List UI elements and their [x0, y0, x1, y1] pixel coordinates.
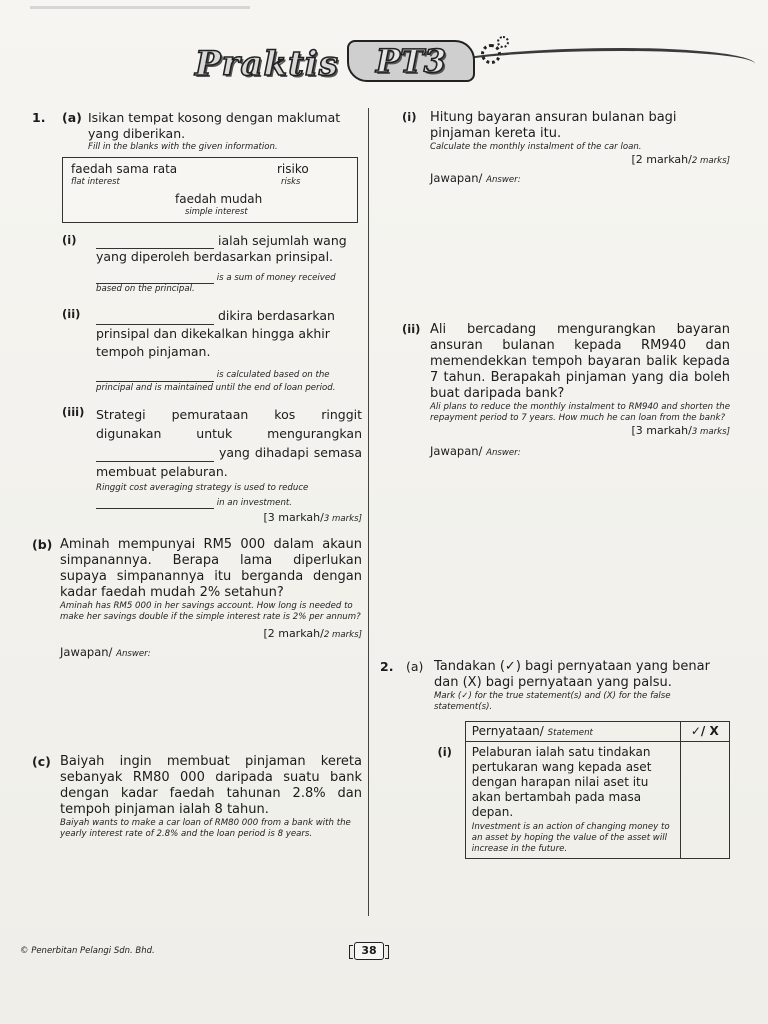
statement-text: Pelaburan ialah satu tindakan pertukaran wang kepada aset dengan harapan nilai aset itu akan bertambah pada masa depan. — [471, 745, 652, 819]
question-2a — [380, 659, 730, 713]
part-label: (i) — [62, 233, 77, 247]
fill-line-en: is a sum of money received based on the principal. — [96, 273, 336, 294]
word-box — [62, 157, 358, 223]
statement-table — [431, 721, 730, 859]
question-text-en: Aminah has RM5 000 in her savings account. How long is needed to make her savings double if the simple interest rate is 2% per annum? — [60, 601, 361, 622]
answer-blank-en[interactable] — [96, 500, 214, 509]
left-column — [32, 110, 362, 840]
answer-label: Jawapan/ Answer: — [430, 171, 521, 185]
part-label: (b) — [32, 537, 53, 552]
question-number: 2. — [380, 659, 394, 674]
answer-blank-en[interactable] — [96, 373, 214, 382]
question-text: dikira berdasarkan prinsipal dan dikekalkan hingga akhir tempoh pinjaman. — [96, 308, 335, 359]
question-text: Ali bercadang mengurangkan bayaran ansuran bulanan kepada RM940 dan memendekkan tempoh bayaran balik kepada 7 tahun. Berapakah pinjaman yang dia boleh buat daripada bank? — [430, 322, 730, 401]
question-text: Hitung bayaran ansuran bulanan bagi pinjaman kereta itu. — [430, 110, 677, 141]
statement-cell — [465, 742, 680, 859]
question-text: Baiyah ingin membuat pinjaman kereta sebanyak RM80 000 daripada suatu bank dengan kadar faedah tahunan 2.8% dan tempoh pinjaman ialah 8 tahun. — [60, 754, 362, 817]
answer-label: Jawapan/ Answer: — [60, 645, 151, 659]
row-label: (i) — [437, 744, 452, 759]
pt3-logo: PT3 — [347, 40, 475, 82]
statement-header: Pernyataan/ Statement — [465, 722, 680, 742]
marks-label: [3 markah/3 marks] — [631, 424, 730, 437]
part-label: (a) — [62, 110, 82, 125]
part-label: (a) — [406, 659, 424, 674]
question-1c — [32, 754, 362, 840]
question-1c-ii — [380, 322, 730, 659]
answer-blank[interactable] — [96, 313, 214, 325]
word-item: faedah mudah simple interest — [175, 192, 263, 216]
question-text: Strategi pemurataan kos ringgit digunakan untuk mengurangkan yang dihadapi semasa membuat pelaburan. — [96, 407, 362, 479]
praktis-logo: Praktis — [195, 44, 339, 84]
fill-line-en: in an investment. — [96, 498, 362, 509]
small-gear-icon — [497, 36, 509, 48]
question-1a-i — [32, 233, 362, 295]
fill-line — [96, 233, 362, 265]
marks-label: [2 markah/2 marks] — [631, 153, 730, 166]
question-number: 1. — [32, 110, 46, 125]
question-text-en: Ringgit cost averaging strategy is used to reduce — [96, 483, 309, 493]
question-1a — [32, 110, 362, 153]
top-rule — [30, 6, 250, 9]
question-text-en: Fill in the blanks with the given information. — [88, 142, 278, 152]
mark-cell[interactable] — [680, 742, 729, 859]
question-text: Isikan tempat kosong dengan maklumat yang diberikan. — [88, 110, 341, 141]
question-text-en: Mark (✓) for the true statement(s) and (X) for the false statement(s). — [434, 691, 671, 712]
question-text: ialah sejumlah wang yang diperoleh berdasarkan prinsipal. — [96, 233, 347, 264]
question-text: Tandakan (✓) bagi pernyataan yang benar dan (X) bagi pernyataan yang palsu. — [434, 659, 710, 690]
right-column — [380, 110, 730, 859]
question-text-en: Ali plans to reduce the monthly instalment to RM940 and shorten the repayment period to 7 years. How much he can loan from the bank? — [430, 402, 730, 423]
part-label: (i) — [402, 110, 417, 124]
question-text: Aminah mempunyai RM5 000 dalam akaun simpanannya. Berapa lama diperlukan supaya simpanannya itu berganda dengan kadar faedah mudah 2% setahun? — [60, 537, 362, 600]
question-1c-i — [380, 110, 730, 322]
praktis-header — [195, 30, 755, 100]
gear-icon — [481, 44, 501, 64]
word-item: faedah sama rata flat interest — [71, 162, 178, 186]
part-label: (iii) — [62, 405, 85, 419]
word-item: risiko risks — [277, 162, 309, 186]
part-label: (ii) — [62, 307, 81, 321]
answer-blank[interactable] — [96, 450, 214, 462]
column-divider — [368, 108, 369, 916]
fill-line — [96, 307, 362, 361]
fill-line-en: is calculated based on the principal and is maintained until the end of loan period. — [96, 370, 336, 393]
page-number: 38 — [354, 942, 384, 960]
question-1a-ii — [32, 307, 362, 395]
answer-space[interactable] — [60, 660, 362, 754]
table-row — [431, 742, 729, 859]
answer-label: Jawapan/ Answer: — [430, 444, 521, 458]
question-1b — [32, 537, 362, 754]
question-1a-iii — [32, 405, 362, 525]
answer-blank-en[interactable] — [96, 275, 214, 284]
answer-space[interactable] — [430, 459, 730, 659]
part-label: (ii) — [402, 322, 421, 336]
marks-label: [3 markah/3 marks] — [263, 511, 362, 524]
question-text-en: Calculate the monthly instalment of the car loan. — [430, 142, 642, 152]
statement-text-en: Investment is an action of changing money to an asset by hoping the value of the asset will increase in the future. — [471, 822, 670, 854]
marks-label: [2 markah/2 marks] — [263, 627, 362, 640]
answer-blank[interactable] — [96, 237, 214, 249]
part-label: (c) — [32, 754, 51, 769]
mark-header: ✓/ X — [680, 722, 729, 742]
publisher-credit: © Penerbitan Pelangi Sdn. Bhd. — [20, 946, 155, 956]
statement-table-wrap — [380, 721, 730, 859]
answer-space[interactable] — [430, 186, 730, 322]
question-text-en: Baiyah wants to make a car loan of RM80 000 from a bank with the yearly interest rate of 2.8% and the loan period is 8 years. — [60, 818, 351, 839]
